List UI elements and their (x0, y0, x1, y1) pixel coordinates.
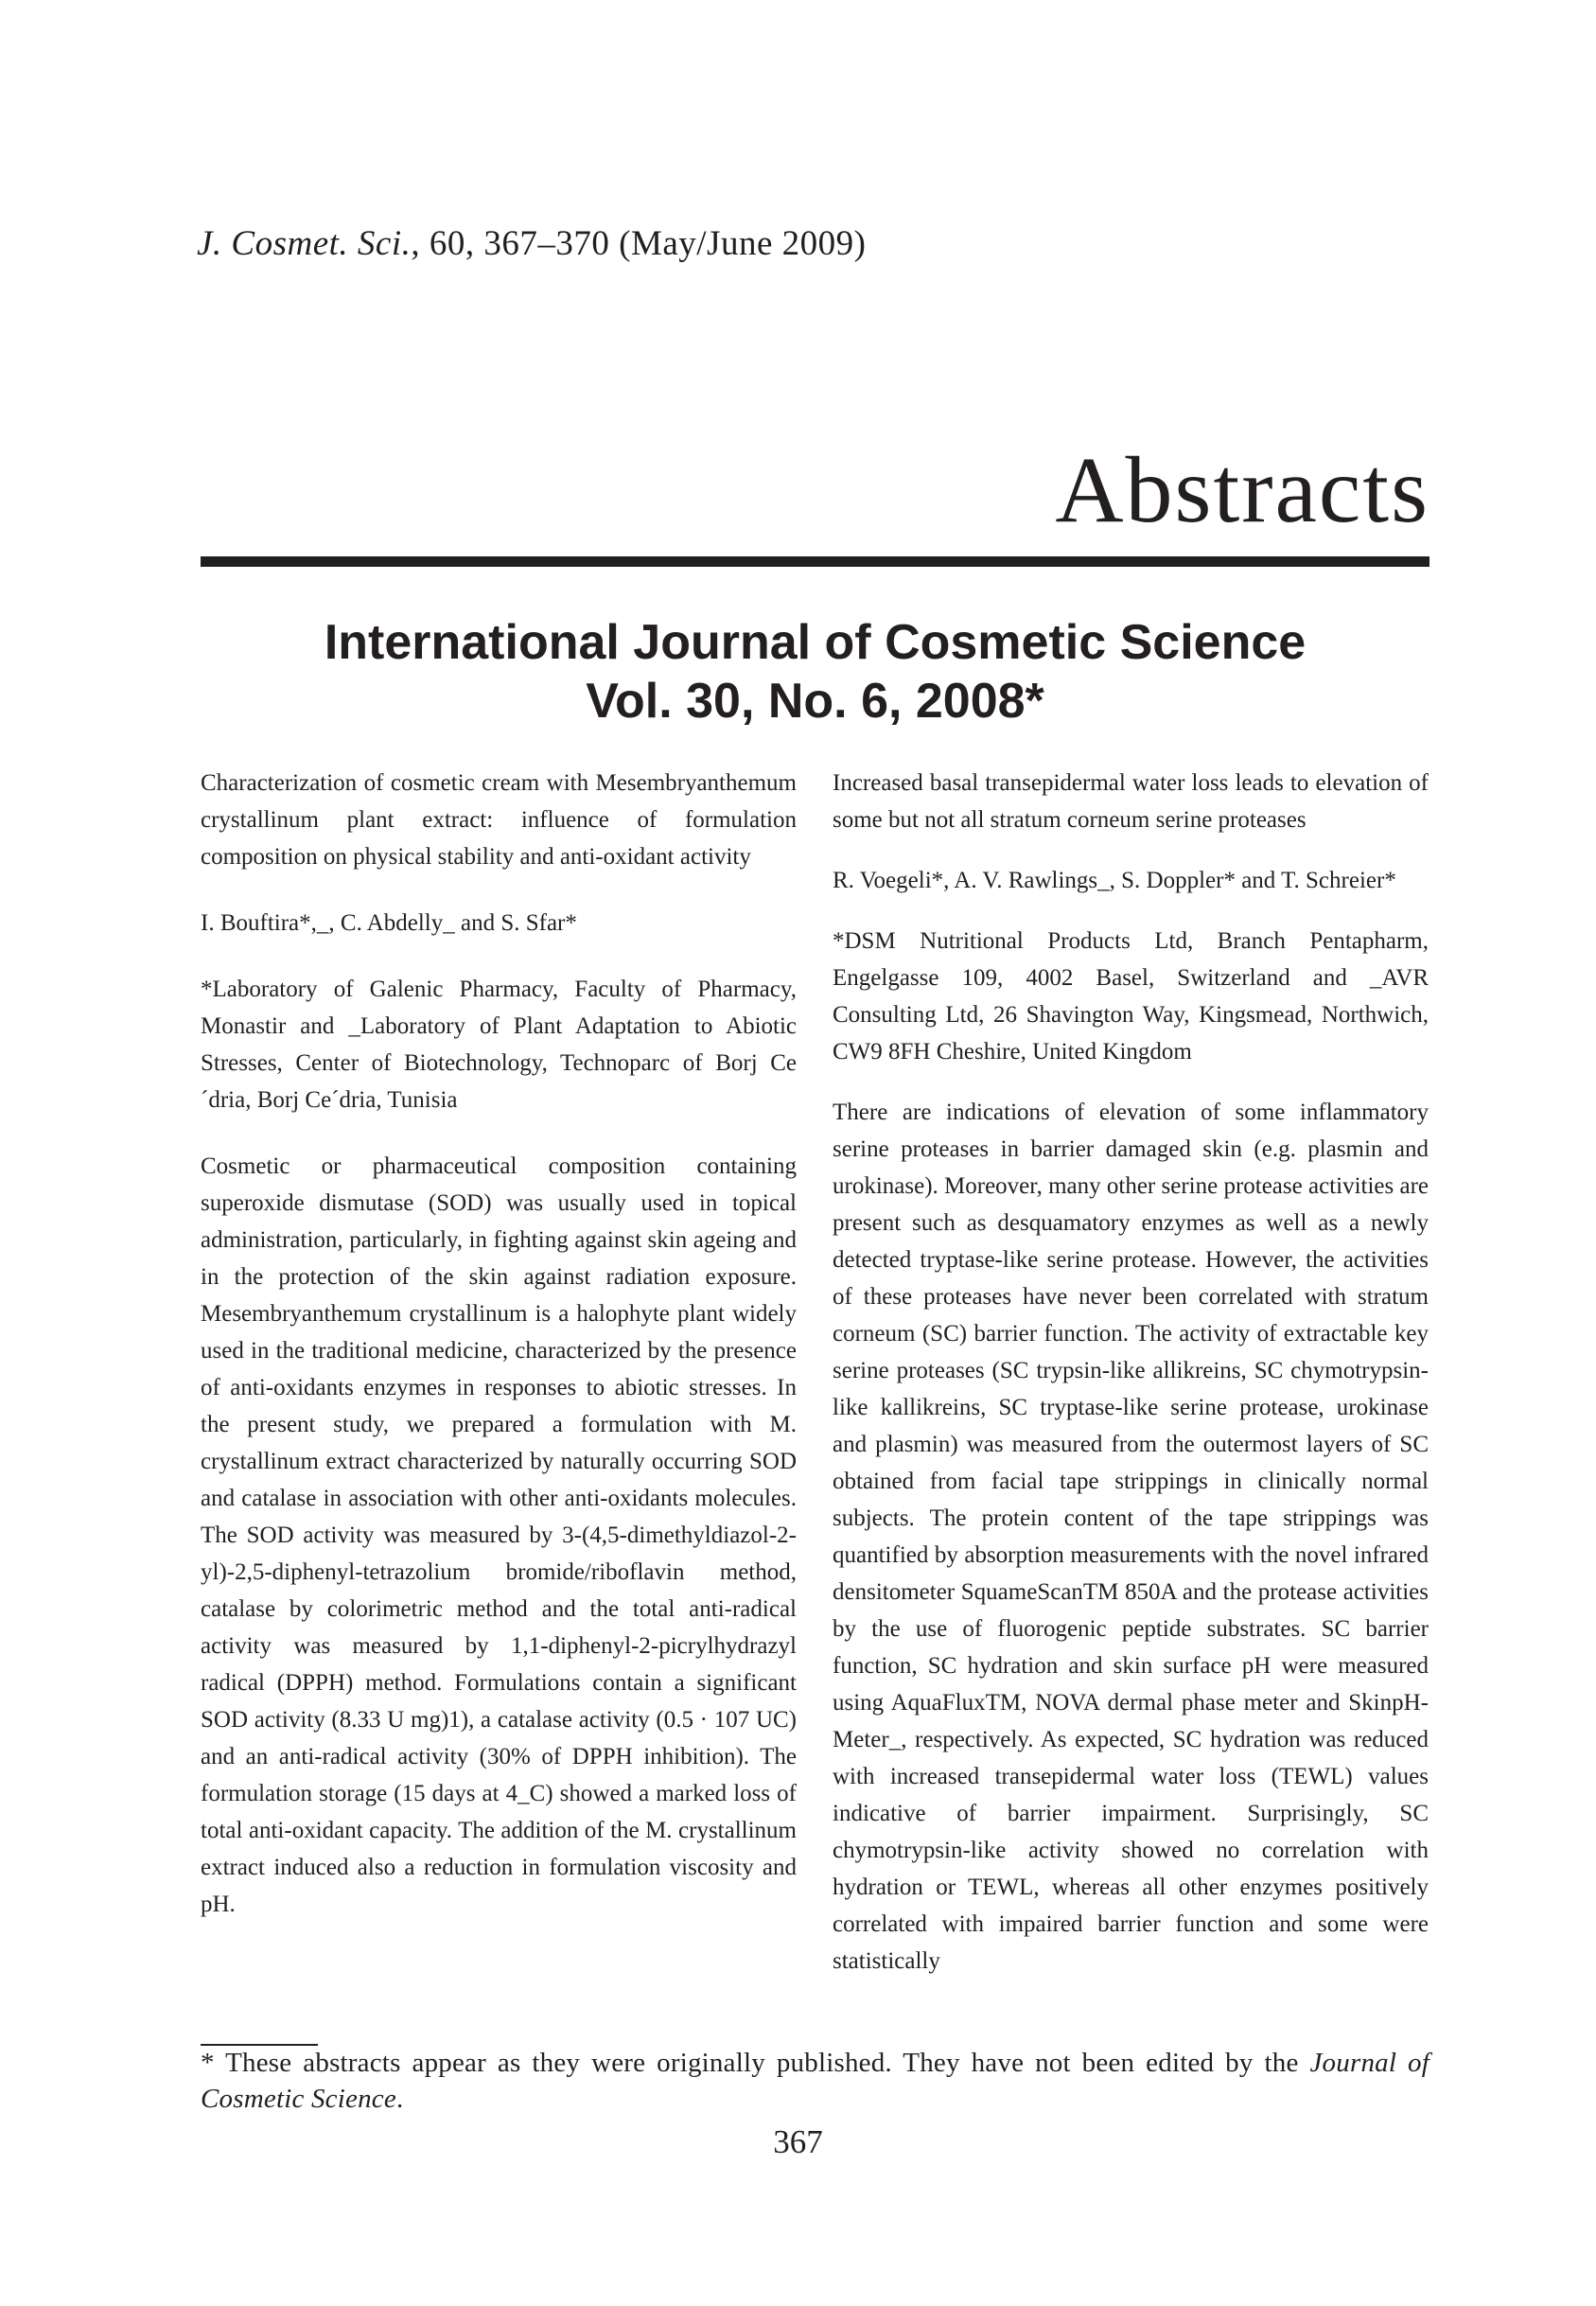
footnote-end: . (395, 2084, 404, 2114)
footnote-journal: Journal of Cosmetic Science (201, 2048, 1429, 2114)
footnote-text: * These abstracts appear as they were originally published. They have not been edited by the (201, 2048, 1310, 2078)
abstract-authors: R. Voegeli*, A. V. Rawlings_, S. Doppler* and T. Schreier* (833, 868, 1396, 893)
abstract-body: Cosmetic or pharmaceutical composition containing superoxide dismutase (SOD) was usually used in topical administration, particularly, in fighting against skin ageing and in the protection of the skin against radiation exposure. Mesembryanthemum crystallinum is a halophyte plant widely used in the traditional medicine, characterized by the presence of anti-oxidants enzymes in responses to abiotic stresses. In the present study, we prepared a formulation with M. crystallinum extract characterized by naturally occurring SOD and catalase in association with other anti-oxidants molecules. The SOD activity was measured by 3-(4,5-dimethyldiazol-2-yl)-2,5-diphenyl-tetrazolium bromide/riboflavin method, catalase by colorimetric method and the total anti-radical activity was measured by 1,1-diphenyl-2-picrylhydrazyl radical (DPPH) method. Formulations contain a significant SOD activity (8.33 U mg)1), a catalase activity (0.5 · 107 UC) and an anti-radical activity (30% of DPPH inhibition). The formulation storage (15 days at 4_C) showed a marked loss of total anti-oxidant capacity. The addition of the M. crystallinum extract induced also a reduction in formulation viscosity and pH. (201, 1153, 797, 1917)
journal-abbreviation: J. Cosmet. Sci. (197, 224, 412, 263)
abstract-title: Characterization of cosmetic cream with Mesembryanthemum crystallinum plant extract: influence of formulation composition on physical stability and anti-oxidant activity (201, 770, 797, 870)
journal-heading-volume: Vol. 30, No. 6, 2008* (586, 674, 1044, 729)
section-title: Abstracts (1055, 437, 1429, 542)
journal-heading (201, 613, 1429, 731)
abstract-left-column (201, 765, 797, 1923)
abstract-body: There are indications of elevation of some inflammatory serine proteases in barrier damaged skin (e.g. plasmin and urokinase). Moreover, many other serine protease activities are present such as desquamatory enzymes as well as a newly detected tryptase-like serine protease. However, the activities of these proteases have never been correlated with stratum corneum (SC) barrier function. The activity of extractable key serine proteases (SC trypsin-like allikreins, SC chymotrypsin-like kallikreins, SC tryptase-like serine protease, urokinase and plasmin) was measured from the outermost layers of SC obtained from facial tape strippings in clinically normal subjects. The protein content of the tape strippings was quantified by absorption measurements with the novel infrared densitometer SquameScanTM 850A and the protease activities by the use of fluorogenic peptide substrates. SC barrier function, SC hydration and skin surface pH were measured using AquaFluxTM, NOVA dermal phase meter and SkinpH-Meter_, respectively. As expected, SC hydration was reduced with increased transepidermal water loss (TEWL) values indicative of barrier impairment. Surprisingly, SC chymotrypsin-like activity showed no correlation with hydration or TEWL, whereas all other enzymes positively correlated with impaired barrier function and some were statistically (833, 1100, 1429, 1974)
abstract-authors: I. Bouftira*,_, C. Abdelly_ and S. Sfar* (201, 910, 577, 936)
abstract-title: Increased basal transepidermal water loss leads to elevation of some but not all stratum corneum serine proteases (833, 770, 1429, 833)
citation-details: , 60, 367–370 (May/June 2009) (411, 224, 867, 263)
abstract-affiliation: *DSM Nutritional Products Ltd, Branch Pentapharm, Engelgasse 109, 4002 Basel, Switzerland and _AVR Consulting Ltd, 26 Shavington Way, Kingsmead, Northwich, CW9 8FH Cheshire, United Kingdom (833, 928, 1429, 1065)
page-number: 367 (773, 2123, 823, 2160)
abstract-right-column (833, 765, 1429, 1980)
heading-rule (201, 556, 1429, 567)
footnote (201, 2045, 1429, 2117)
abstract-affiliation: *Laboratory of Galenic Pharmacy, Faculty of Pharmacy, Monastir and _Laboratory of Plant Adaptation to Abiotic Stresses, Center of Biotechnology, Technoparc of Borj Ce´dria, Borj Ce´dria, Tunisia (201, 977, 797, 1113)
journal-citation (197, 223, 866, 264)
journal-heading-name: International Journal of Cosmetic Science (324, 615, 1307, 670)
